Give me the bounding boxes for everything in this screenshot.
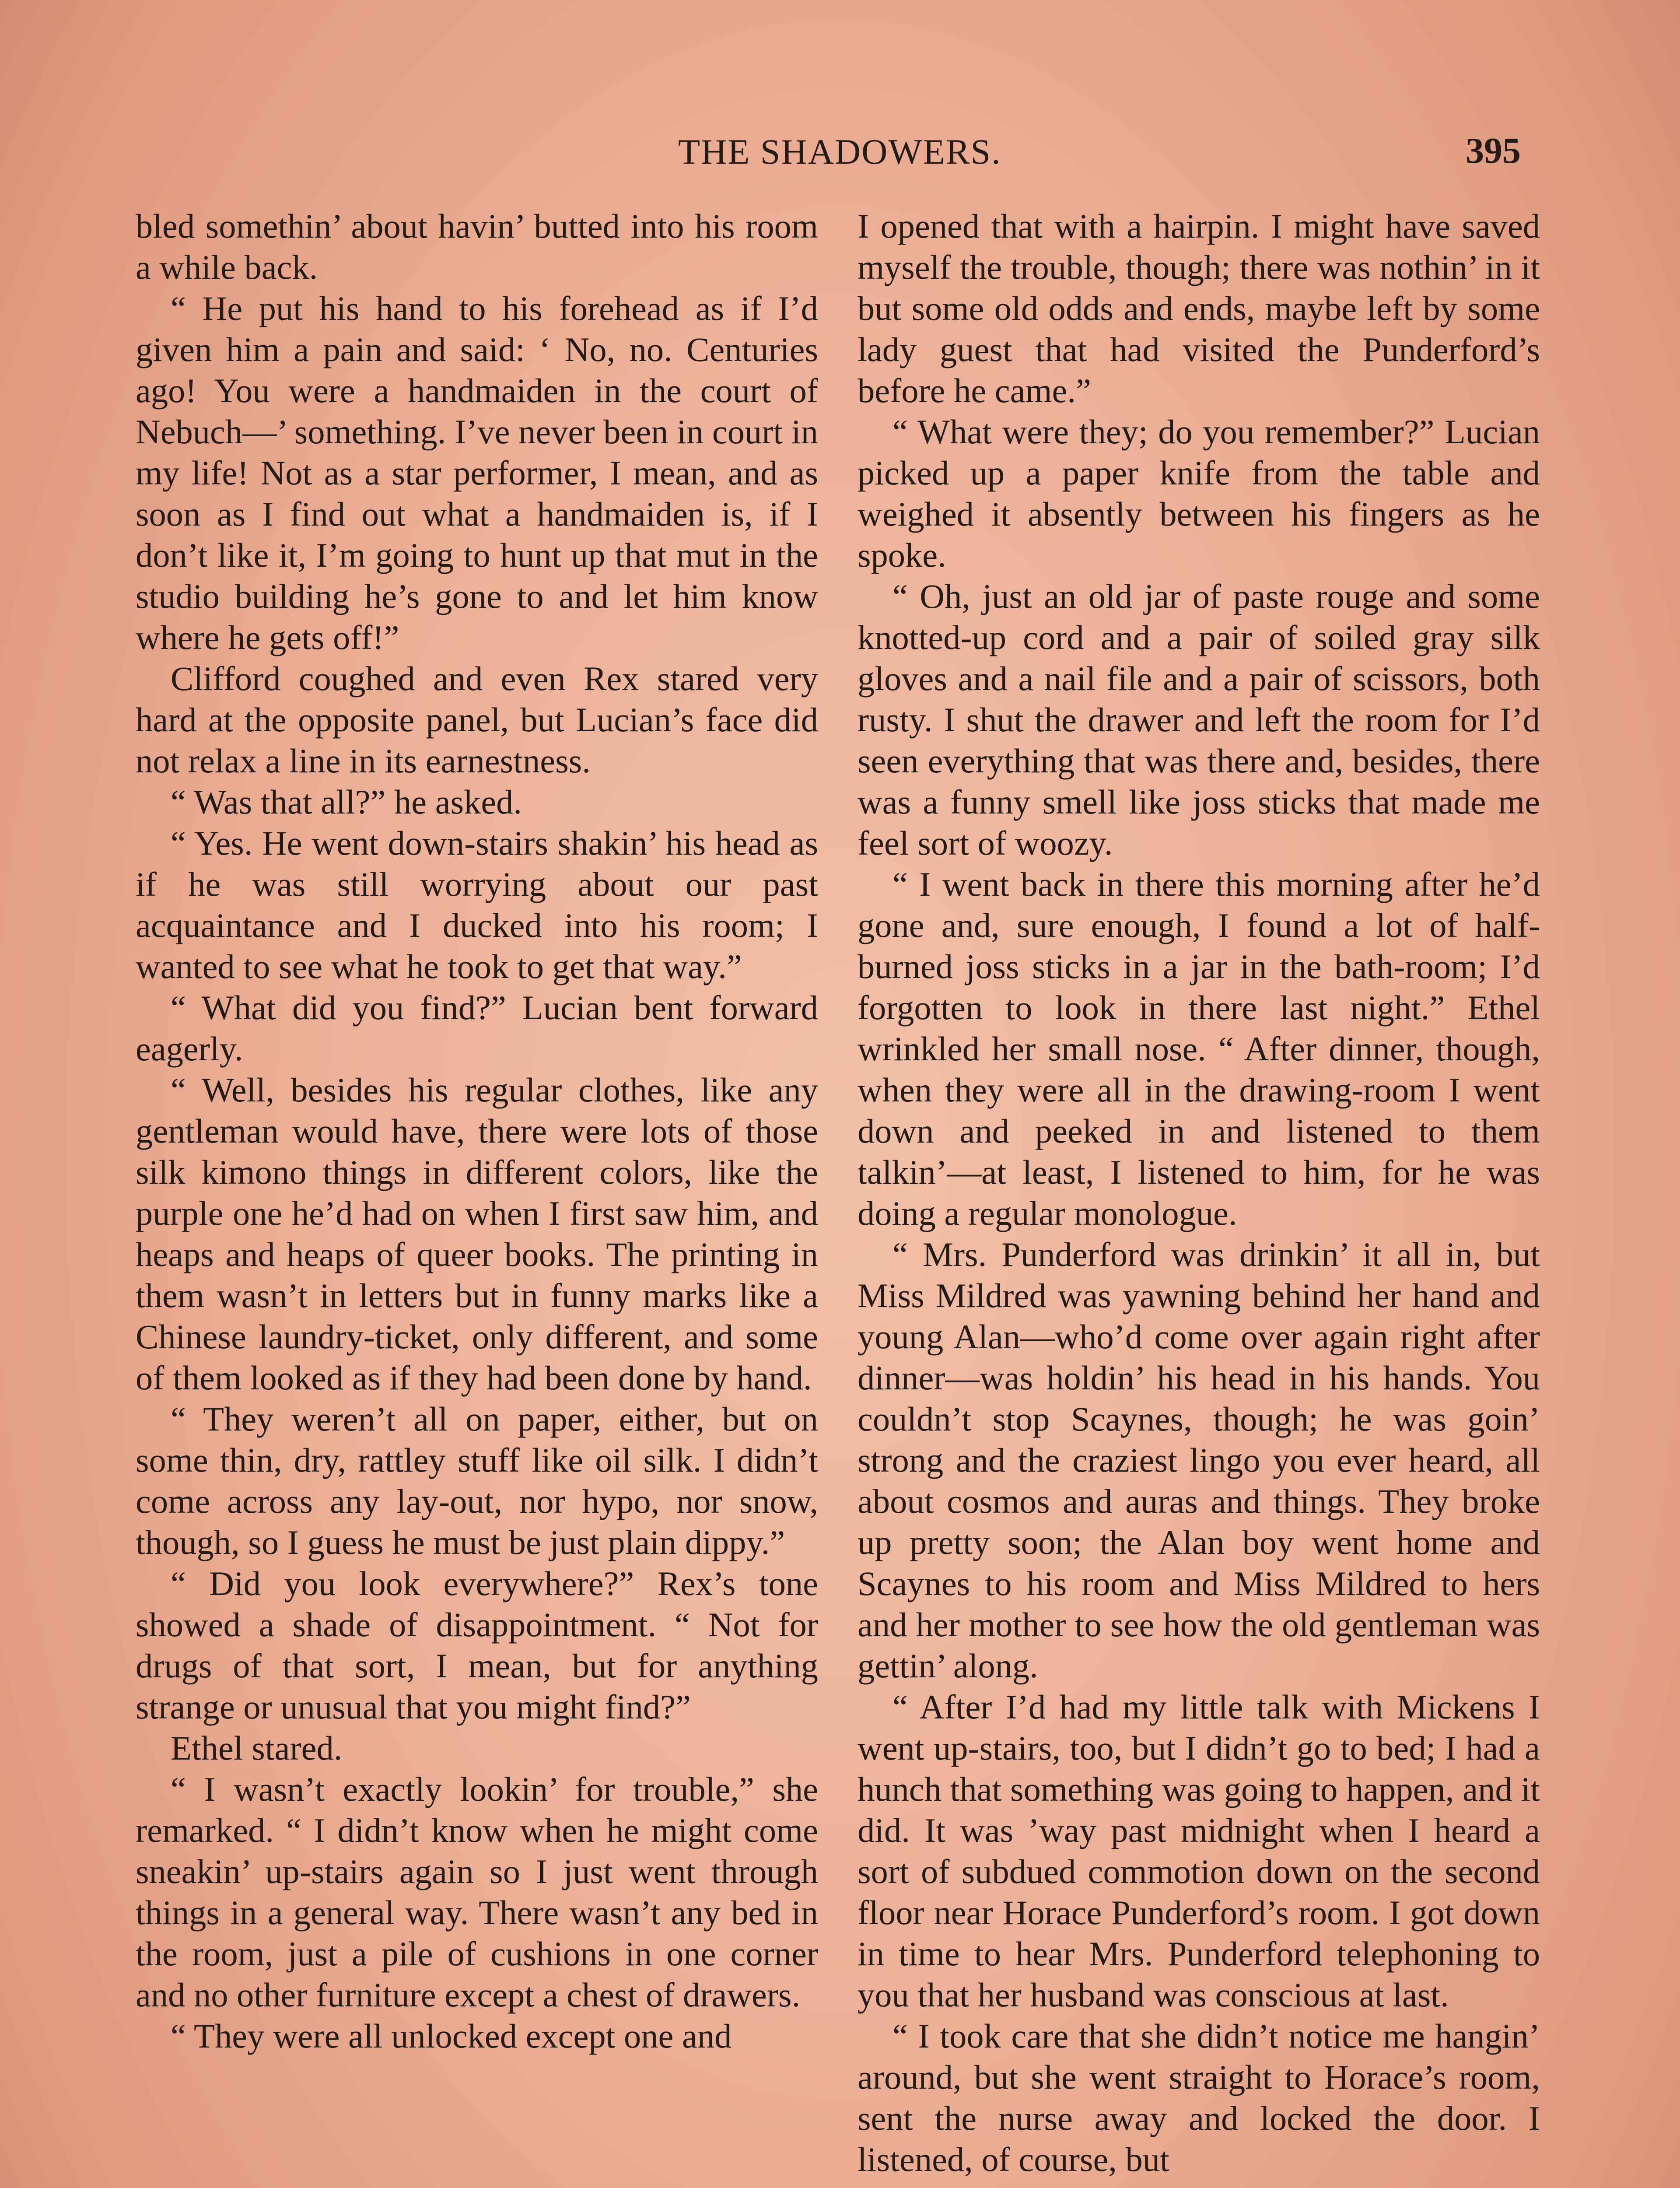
paragraph: Ethel stared. xyxy=(171,1729,343,1767)
paragraph: “ After I’d had my little talk with Mickens I went up-stairs, too, but I didn’t go to bed; I had a hunch that something was going to happen, and it did. It was ’way past midnight when I heard a sort of subdued commotion down on the second floor near Horace Punderford’s room. I got down in time to hear Mrs. Punderford telephoning to you that her husband was conscious at last. xyxy=(858,1688,1540,2014)
paragraph: “ I went back in there this morning after he’d gone and, sure enough, I found a lot of half-burned joss sticks in a jar in the bath-room; I’d forgotten to look in there last night.” Ethel wrinkled her small nose. “ After dinner, though, when they were all in the drawing-room I went down and peeked in and listened to them talkin’—at least, I listened to him, for he was doing a regular monologue. xyxy=(858,865,1540,1232)
paragraph: “ Mrs. Punderford was drinkin’ it all in, but Miss Mildred was yawning behind her hand and young Alan—who’d come over again right after dinner—was holdin’ his head in his hands. You couldn’t stop Scaynes, though; he was goin’ strong and the craziest lingo you ever heard, all about cosmos and auras and things. They broke up pretty soon; the Alan boy went home and Scaynes to his room and Miss Mildred to hers and her mother to see how the old gentleman was gettin’ along. xyxy=(858,1235,1540,1685)
running-head xyxy=(0,131,1680,179)
paragraph: Clifford coughed and even Rex stared very hard at the opposite panel, but Lucian’s face did not relax a line in its earnestness. xyxy=(136,659,818,780)
paragraph: “ They were all unlocked except one and xyxy=(171,2017,732,2055)
paragraph: “ I wasn’t exactly lookin’ for trouble,” she remarked. “ I didn’t know when he might come sneakin’ up-stairs again so I just went through things in a general way. There wasn’t any bed in the room, just a pile of cushions in one corner and no other furniture except a chest of drawers. xyxy=(136,1770,818,2014)
paragraph: “ They weren’t all on paper, either, but on some thin, dry, rattley stuff like oil silk. I didn’t come across any lay-out, nor hypo, nor snow, though, so I guess he must be just plain dippy.” xyxy=(136,1400,818,1561)
paragraph: “ He put his hand to his forehead as if I’d given him a pain and said: ‘ No, no. Centuries ago! You were a handmaiden in the court of Nebuch—’ something. I’ve never been in court in my life! Not as a star performer, I mean, and as soon as I find out what a handmaiden is, if I don’t like it, I’m going to hunt up that mut in the studio building he’s gone to and let him know where he gets off!” xyxy=(136,289,818,656)
paragraph: “ I took care that she didn’t notice me hangin’ around, but she went straight to Horace’s room, sent the nurse away and locked the door. I listened, of course, but xyxy=(858,2017,1540,2178)
paragraph: “ Oh, just an old jar of paste rouge and some knotted-up cord and a pair of soiled gray silk gloves and a nail file and a pair of scissors, both rusty. I shut the drawer and left the room for I’d seen everything that was there and, besides, there was a funny smell like joss sticks that made me feel sort of woozy. xyxy=(858,577,1540,862)
paragraph: “ What were they; do you remember?” Lucian picked up a paper knife from the table and weighed it absently between his fingers as he spoke. xyxy=(858,413,1540,574)
paragraph: “ What did you find?” Lucian bent forward eagerly. xyxy=(136,989,818,1068)
paragraph: “ Was that all?” he asked. xyxy=(171,783,522,821)
paragraph: I opened that with a hairpin. I might have saved myself the trouble, though; there was nothin’ in it but some old odds and ends, maybe left by some lady guest that had visited the Punderford’s before he came.” xyxy=(858,207,1540,410)
paragraph: bled somethin’ about havin’ butted into his room a while back. xyxy=(136,207,818,286)
left-column xyxy=(136,206,818,2057)
right-column xyxy=(858,206,1540,2180)
paragraph: “ Well, besides his regular clothes, like any gentleman would have, there were lots of those silk kimono things in different colors, like the purple one he’d had on when I first saw him, and heaps and heaps of queer books. The printing in them wasn’t in letters but in funny marks like a Chinese laundry-ticket, only different, and some of them looked as if they had been done by hand. xyxy=(136,1071,818,1397)
running-title: THE SHADOWERS. xyxy=(678,132,1001,172)
paragraph: “ Yes. He went down-stairs shakin’ his head as if he was still worrying about our past acquaintance and I ducked into his room; I wanted to see what he took to get that way.” xyxy=(136,824,818,985)
page-number: 395 xyxy=(1466,130,1521,171)
paragraph: “ Did you look everywhere?” Rex’s tone showed a shade of disappointment. “ Not for drugs of that sort, I mean, but for anything strange or unusual that you might find?” xyxy=(136,1564,818,1726)
